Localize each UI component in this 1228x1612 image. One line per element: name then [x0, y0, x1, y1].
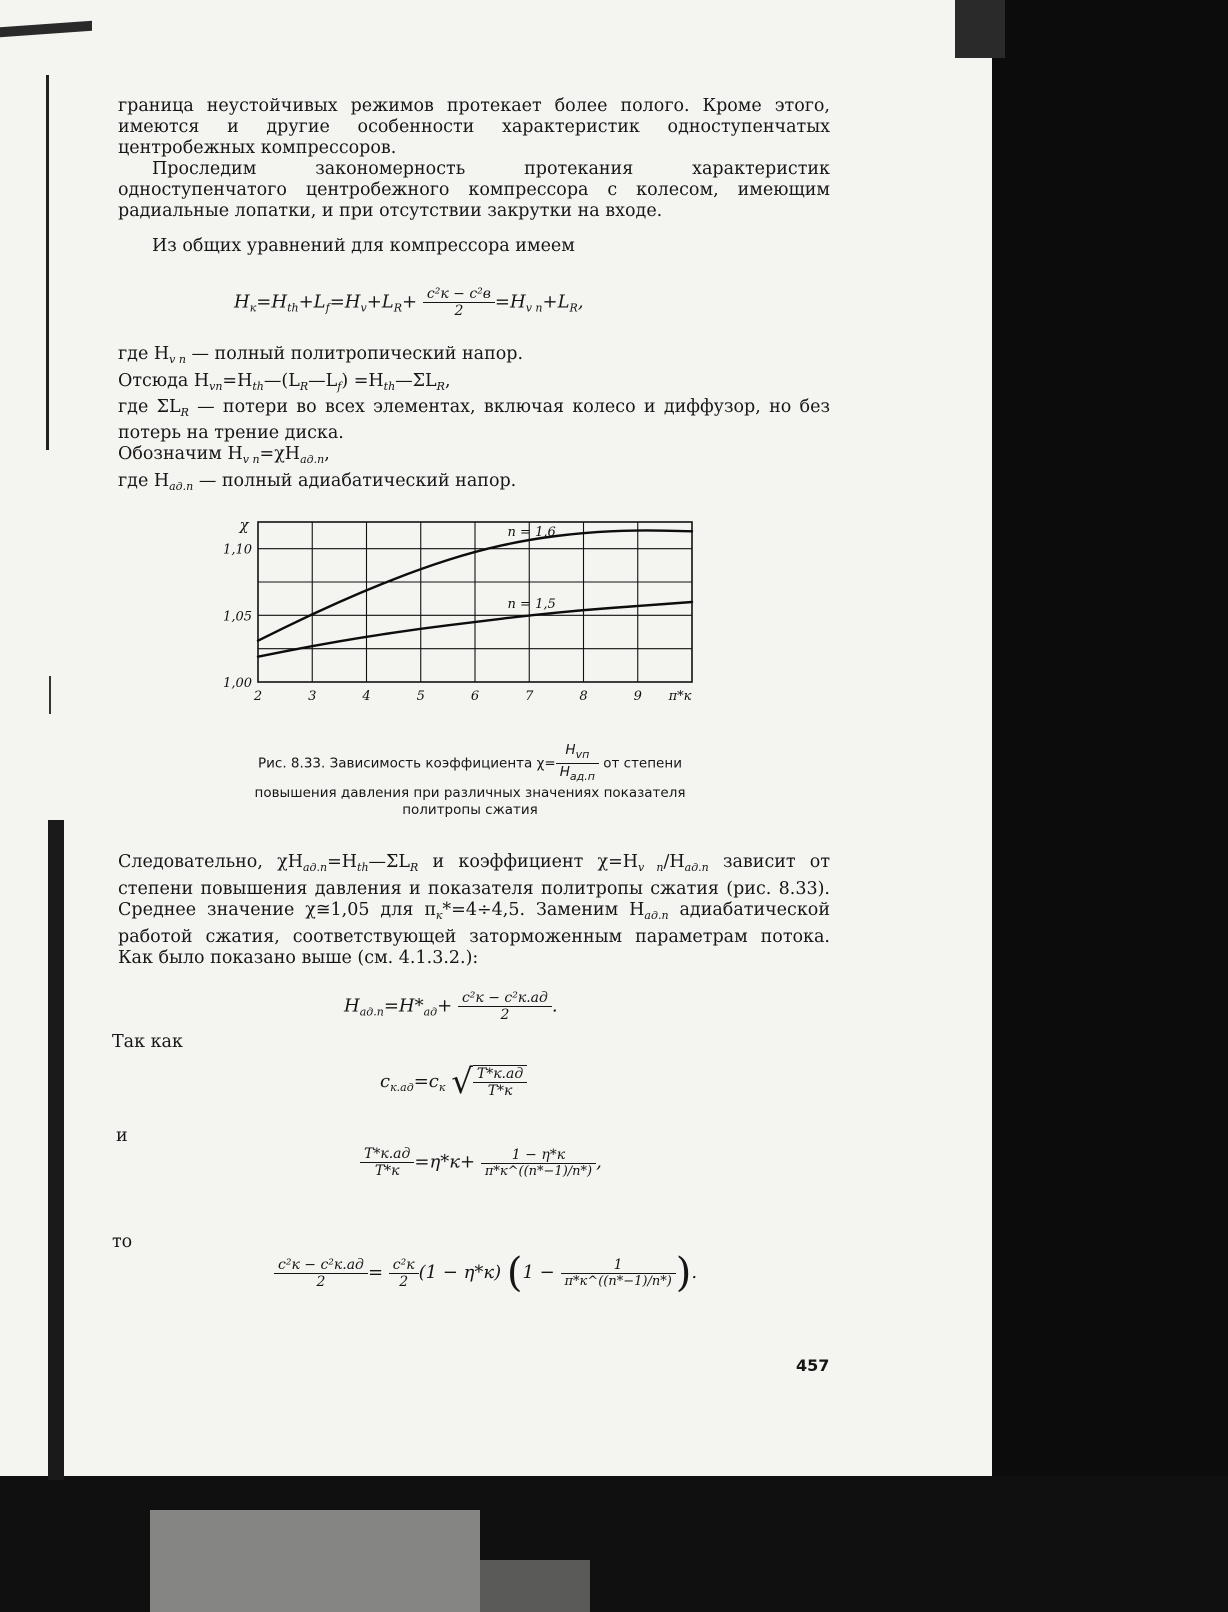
- y-tick-label: 1,00: [223, 676, 252, 691]
- chart-grid: [258, 522, 692, 682]
- x-tick-label: 6: [470, 689, 480, 704]
- formula-velocity-difference: $\frac{\text{c²к − c²к.ад}}{2}$ = $\frac{\text{c²к}}{2}$ (1 − η*к) (1 − $\frac{1}{\pi*к\^{}((n*-1)/n*)}$ ).: [274, 1250, 697, 1296]
- series-label-1: n = 1,6: [507, 525, 556, 541]
- x-tick-label: 4: [362, 689, 371, 704]
- definition-adiabatic: где $H_{ад.п}$ — полный адиабатический напор.: [118, 470, 517, 493]
- page-body: [118, 96, 830, 257]
- x-tick-label: 5: [416, 689, 425, 704]
- formula-head-balance: $H_к=H_{th}+L_f=H_v+L_R+$ $\frac{\text{c²к − c²в}}{2}$ $=H_{v п}+L_R$,: [234, 286, 584, 319]
- paragraph-1: граница неустойчивых режимов протекает более полого. Кроме этого, имеются и другие особенности характеристик одноступенчатых центробежных компрессоров.: [118, 96, 830, 158]
- scan-left-mark: [49, 676, 51, 714]
- scan-top-mark: [0, 21, 92, 37]
- scan-dark-notch: [955, 0, 1005, 58]
- paragraph-2: Проследим закономерность протекания характеристик одноступенчатого центробежного компрессора с колесом, имеющим радиальные лопатки, и при отсутствии закрутки на входе.: [118, 159, 830, 221]
- y-axis-label: χ: [239, 518, 249, 534]
- text-tak-kak: Так как: [112, 1032, 183, 1052]
- scan-dark-edge-right: [992, 0, 1228, 1500]
- x-tick-label: 3: [308, 689, 317, 704]
- series-label-2: n = 1,5: [507, 597, 556, 612]
- conclusion-block: [118, 852, 830, 970]
- text-i: и: [116, 1126, 128, 1146]
- paren-close-icon: ): [675, 1250, 692, 1296]
- formula-velocity: $c_{к.ад}=c_к$ √ $\frac{T*к.ад}{T*к}$: [380, 1062, 527, 1102]
- page-number: 457: [796, 1356, 830, 1375]
- y-tick-label: 1,10: [223, 542, 252, 558]
- scan-left-binding-line: [46, 75, 49, 450]
- definition-polytropic: где $H_{v п}$ — полный политропический напор.: [118, 344, 524, 366]
- x-tick-label: 7: [525, 689, 534, 704]
- paren-open-icon: (: [506, 1250, 523, 1296]
- x-tick-label: 9: [633, 689, 642, 704]
- formula-temperature-ratio: $\frac{T*к.ад}{T*к}$ =η*к+ $\frac{1 - \eta*к}{\pi*к\^{}((n*-1)/n*)}$ ,: [360, 1146, 602, 1179]
- definitions-block: [118, 344, 830, 497]
- scan-left-binding-bar: [48, 820, 64, 1480]
- caption-line-1: Рис. 8.33. Зависимость коэффициента χ= $\frac{H_{vп}}{H_{ад.п}}$ от степени: [258, 742, 682, 783]
- x-tick-label: 8: [579, 689, 588, 704]
- paragraph-3: Из общих уравнений для компрессора имеем: [152, 236, 575, 256]
- formula-adiabatic-head: $H_{ад.п}=H*_{ад}+$ $\frac{\text{c²к − c²к.ад}}{2}$ .: [344, 990, 558, 1023]
- x-tick-label: 2: [253, 689, 263, 704]
- definition-denote: Обозначим $H_{v п}=\chi H_{ад.п}$,: [118, 444, 330, 466]
- definition-hence: Отсюда $H_{vп}=H_{th}—(L_R—L_f)$ $=H_{th}—\Sigma L_R$,: [118, 370, 451, 393]
- chart-chi-vs-pressure-ratio: [210, 518, 730, 724]
- caption-line-3: политропы сжатия: [402, 802, 538, 818]
- scan-gray-patch: [150, 1510, 480, 1612]
- caption-line-2: повышения давления при различных значениях показателя: [254, 785, 686, 801]
- x-axis-label: π*к: [668, 689, 692, 704]
- sqrt-icon: √: [451, 1062, 473, 1102]
- paragraph-4: Следовательно, $\chi H_{ад.п}=H_{th}—\Sigma L_R$ и коэффициент $\chi=H_{v п}/H_{ад.п}$ зависит от степени повышения давления и показателя политропы сжатия (рис. 8.33). Среднее значение χ≅1,05 для $\pi_к*=4\div 4,5$. Заменим $H_{ад.п}$ адиабатической работой сжатия, соответствующей заторможенным параметрам потока. Как было показано выше (см. 4.1.3.2.):: [118, 852, 830, 968]
- scan-gray-patch-2: [480, 1560, 590, 1612]
- definition-losses: где $\Sigma L_R$ — потери во всех элементах, включая колесо и диффузор, но без потерь на трение диска.: [118, 397, 830, 443]
- text-to: то: [112, 1232, 133, 1252]
- figure-caption: [200, 742, 740, 819]
- y-tick-label: 1,05: [223, 609, 252, 625]
